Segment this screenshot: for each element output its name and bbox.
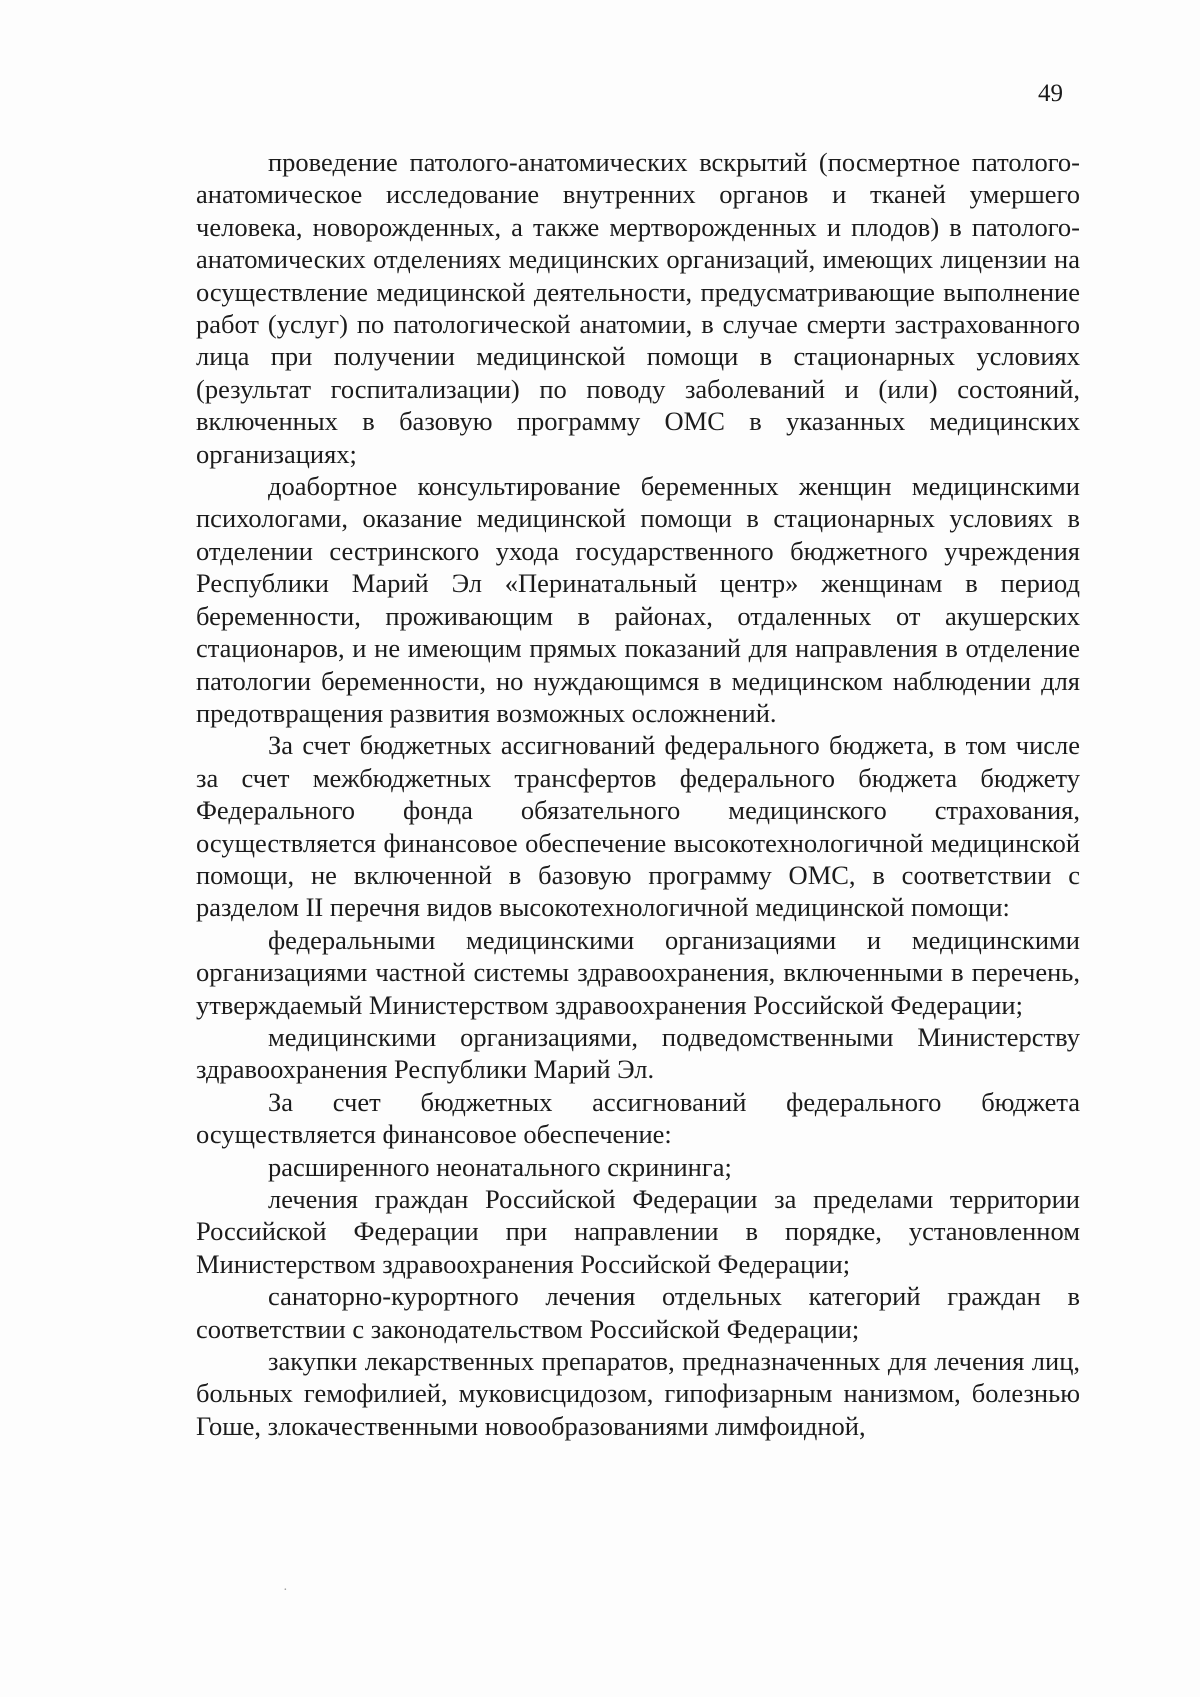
paragraph-neonatal-screening: расширенного неонатального скрининга; (268, 1151, 732, 1182)
paragraph-federal-budget-financing: За счет бюджетных ассигнований федерального бюджета осуществляется финансовое обеспечение: (196, 1086, 1080, 1150)
document-body (196, 146, 1080, 1442)
paragraph-autopsy: проведение патолого-анатомических вскрытий (посмертное патолого-анатомическое исследование внутренних органов и тканей умершего человека, новорожденных, а также мертворожденных и плодов) в патолого-анатомических отделениях медицинских организаций, имеющих лицензии на осуществление медицинской деятельности, предусматривающие выполнение работ (услуг) по патологической анатомии, в случае смерти застрахованного лица при получении медицинской помощи в стационарных условиях (результат госпитализации) по поводу заболеваний и (или) состояний, включенных в базовую программу ОМС в указанных медицинских организациях; (196, 147, 1080, 469)
paragraph-drug-procurement: закупки лекарственных препаратов, предназначенных для лечения лиц, больных гемофилией, муковисцидозом, гипофизарным нанизмом, болезнью Гоше, злокачественными новообразованиями лимфоидной, (196, 1346, 1080, 1441)
paragraph-subordinate-organizations: медицинскими организациями, подведомственными Министерству здравоохранения Республики Марий Эл. (196, 1021, 1080, 1085)
paragraph-federal-organizations: федеральными медицинскими организациями и медицинскими организациями частной системы здравоохранения, включенными в перечень, утверждаемый Министерством здравоохранения Российской Федерации; (196, 924, 1080, 1020)
paragraph-federal-budget-hightech: За счет бюджетных ассигнований федерального бюджета, в том числе за счет межбюджетных трансфертов федерального бюджета бюджету Федерального фонда обязательного медицинского страхования, осуществляется финансовое обеспечение высокотехнологичной медицинской помощи, не включенной в базовую программу ОМС, в соответствии с разделом II перечня видов высокотехнологичной медицинской помощи: (196, 730, 1080, 923)
paragraph-treatment-abroad: лечения граждан Российской Федерации за пределами территории Российской Федерации при направлении в порядке, установленном Министерством здравоохранения Российской Федерации; (196, 1184, 1080, 1279)
paragraph-pre-abortion-counseling: доабортное консультирование беременных женщин медицинскими психологами, оказание медицинской помощи в стационарных условиях в отделении сестринского ухода государственного бюджетного учреждения Республики Марий Эл «Перинатальный центр» женщинам в период беременности, проживающим в районах, отдаленных от акушерских стационаров, и не имеющим прямых показаний для направления в отделение патологии беременности, но нуждающимся в медицинском наблюдении для предотвращения развития возможных осложнений. (196, 471, 1080, 728)
paragraph-sanatorium-treatment: санаторно-курортного лечения отдельных категорий граждан в соответствии с законодательством Российской Федерации; (196, 1281, 1080, 1344)
page-number: 49 (1038, 80, 1063, 107)
scan-speck: · (283, 1583, 288, 1598)
